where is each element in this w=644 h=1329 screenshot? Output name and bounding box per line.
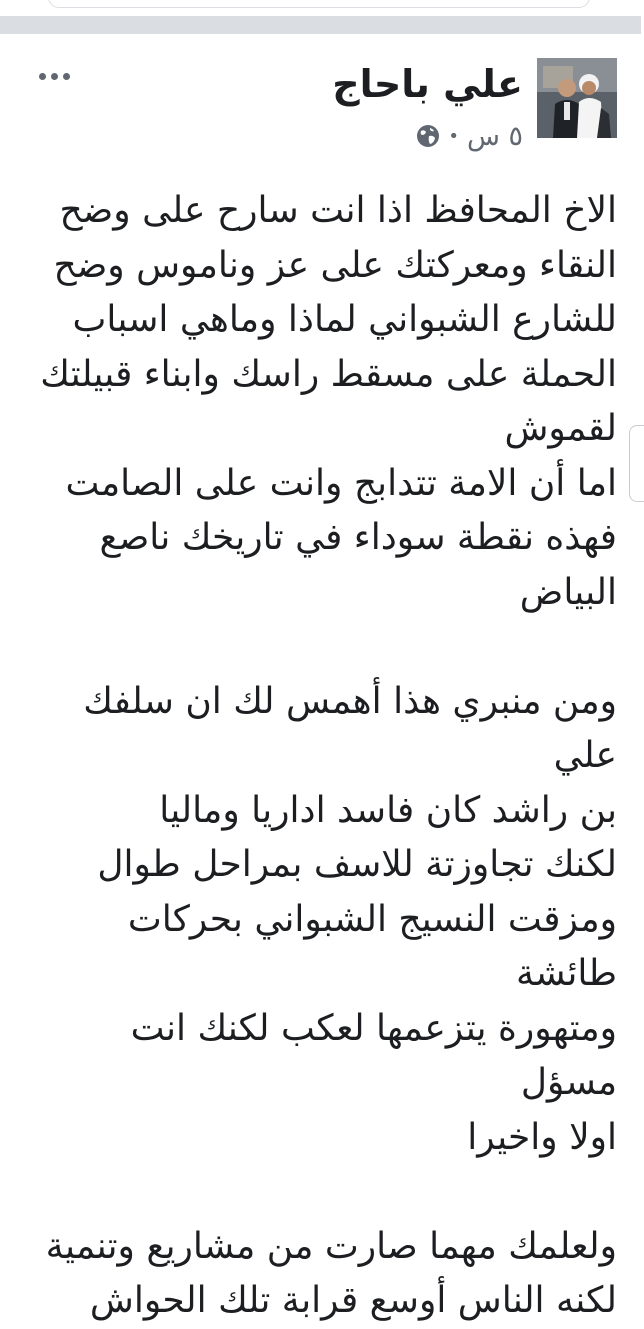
side-scroll-handle[interactable]: [629, 425, 644, 502]
more-dot: [51, 73, 58, 80]
globe-icon: [416, 124, 440, 148]
more-horizontal-icon: [39, 73, 46, 80]
more-dot: [63, 73, 70, 80]
meta-separator: •: [448, 125, 459, 147]
search-bar-edge[interactable]: [48, 0, 590, 8]
more-options-button[interactable]: [34, 64, 74, 88]
feed-separator: [0, 16, 641, 34]
avatar[interactable]: [537, 58, 617, 138]
post-card: [0, 34, 641, 1321]
post-body-text: الاخ المحافظ اذا انت سارح على وضح النقاء ومعركتك على عز وناموس وضح للشارع الشبواني لماذا وماهي اسباب الحملة على مسقط راسك وابناء قبيلتك لقموش اما أن الامة تتدابج وانت على الصامت فهذه نقطة سوداء في تاريخك ناصع البياض ومن منبري هذا أهمس لك ان سلفك علي بن راشد كان فاسد اداريا وماليا لكنك تجاوزتة للاسف بمراحل طوال ومزقت النسيج الشبواني بحركات طائشة ومتهورة يتزعمها لعكب لكنك انت مسؤل اولا واخيرا ولعلمك مهما صارت من مشاريع وتنمية لكنه الناس أوسع قرابة تلك الحواش: [40, 190, 617, 1321]
avatar-photo: [537, 58, 617, 138]
post-time[interactable]: ٥ س: [466, 120, 523, 152]
author-name[interactable]: علي باحاج: [332, 62, 523, 106]
post-meta: [416, 120, 523, 152]
